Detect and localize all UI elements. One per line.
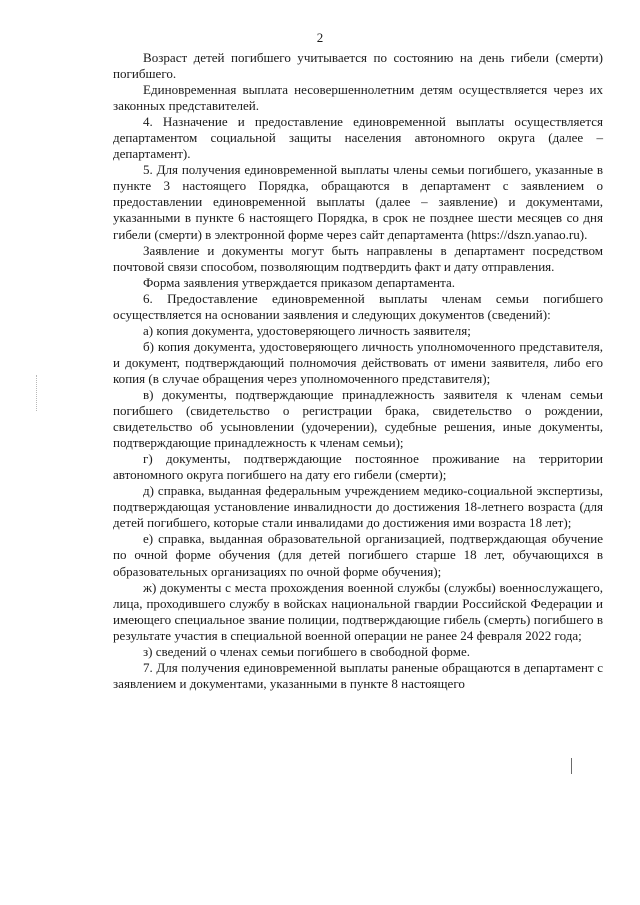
list-item-e: е) справка, выданная образовательной организацией, подтверждающая обучение по очной форме обучения (для детей погибшего старше 18 лет, обучающихся в образовательных организациях по очной форме обучения);	[113, 531, 603, 579]
paragraph-item-7: 7. Для получения единовременной выплаты раненые обращаются в департамент с заявлением и документами, указанными в пункте 8 настоящего	[113, 659, 603, 691]
paragraph-item-5: 5. Для получения единовременной выплаты члены семьи погибшего, указанные в пункте 3 настоящего Порядка, обращаются в департамент с заявлением о предоставлении единовременной выплаты (далее – заявление) и документами, указанными в пункте 6 настоящего Порядка, в срок не позднее шести месяцев со дня гибели (смерти) в электронной форме через сайт департамента (https://dszn.yanao.ru).	[113, 162, 603, 242]
document-body	[113, 50, 603, 692]
paragraph-age-of-children: Возраст детей погибшего учитывается по состоянию на день гибели (смерти) погибшего.	[113, 50, 603, 82]
scan-edge-mark	[571, 758, 572, 774]
paragraph-application-form: Форма заявления утверждается приказом департамента.	[143, 274, 456, 290]
paragraph-postal-submission: Заявление и документы могут быть направлены в департамент посредством почтовой связи способом, позволяющим подтвердить факт и дату отправления.	[113, 242, 603, 274]
list-item-zh: ж) документы с места прохождения военной службы (службы) военнослужащего, лица, проходившего службу в войсках национальной гвардии Российской Федерации и имеющего специальное звание полиции, подтверждающие гибель (смерть) погибшего в результате участия в специальной военной операции не ранее 24 февраля 2022 года;	[113, 579, 603, 643]
list-item-a: а) копия документа, удостоверяющего личность заявителя;	[143, 322, 471, 338]
list-item-v: в) документы, подтверждающие принадлежность заявителя к членам семьи погибшего (свидетельство о регистрации брака, свидетельство о рождении, свидетельство об усыновлении (удочерении), судебные решения, иные документы, подтверждающие принадлежность к членам семьи);	[113, 386, 603, 451]
margin-dotted-mark	[36, 375, 38, 411]
page-number: 2	[316, 30, 324, 45]
paragraph-minor-children-payment: Единовременная выплата несовершеннолетним детям осуществляется через их законных представителей.	[113, 82, 603, 114]
list-item-g: г) документы, подтверждающие постоянное проживание на территории автономного округа погибшего на дату его гибели (смерти);	[113, 451, 603, 483]
paragraph-item-4: 4. Назначение и предоставление единовременной выплаты осуществляется департаментом социальной защиты населения автономного округа (далее – департамент).	[113, 114, 603, 162]
list-item-d: д) справка, выданная федеральным учреждением медико-социальной экспертизы, подтверждающая установление инвалидности до достижения 18-летнего возраста (для детей погибшего, которые стали инвалидами до достижения ими возраста 18 лет);	[113, 483, 603, 531]
paragraph-item-6: 6. Предоставление единовременной выплаты членам семьи погибшего осуществляется на основании заявления и следующих документов (сведений):	[113, 290, 603, 322]
list-item-b: б) копия документа, удостоверяющего личность уполномоченного представителя, и документ, подтверждающий полномочия действовать от имени заявителя, либо его копия (в случае обращения через уполномоченного представителя);	[113, 338, 603, 386]
list-item-z: з) сведений о членах семьи погибшего в свободной форме.	[143, 643, 471, 659]
